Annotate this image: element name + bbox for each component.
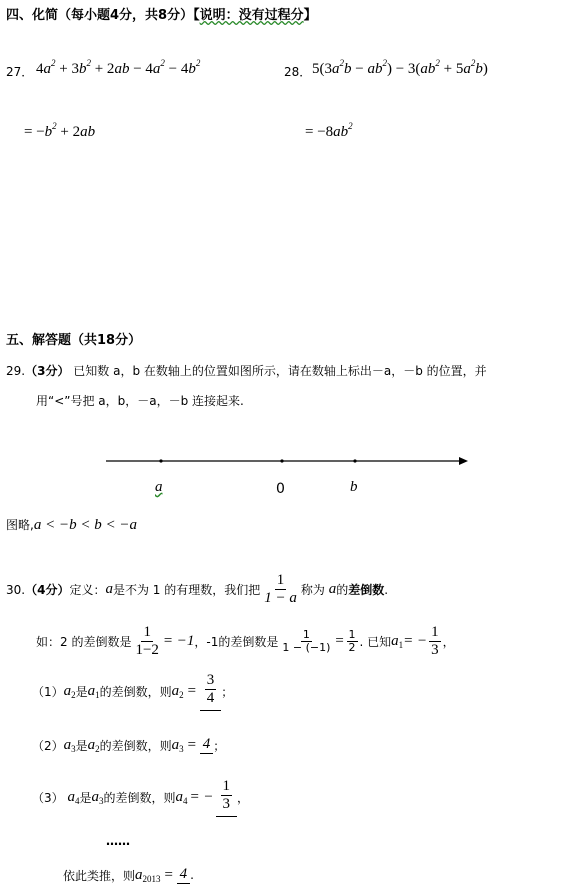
answer-blank-1: $\frac{3}{4}$ [200,672,222,711]
q29-line1: 29.（3分） 已知数 a，b 在数轴上的位置如图所示，请在数轴上标出－a，－b 的位置，并 [6,364,487,378]
ellipsis: …… [106,834,130,848]
number-line-label-a: a [155,479,163,495]
answer-blank-2: 4 [200,736,214,754]
q27-answer: = $-b^2 + 2ab$ [24,121,96,140]
point-b [353,459,356,462]
section4-note: 说明：没有过程分 [199,8,304,23]
point-a [159,459,162,462]
q30-part1: （1） $a_2$ 是 $a_1$ 的差倒数，则 $a_2$ = $\frac{3}{4}$ ； [32,672,233,711]
answer-blank-final: 4 [177,866,191,884]
q27-expression: $4a^2 + 3b^2 + 2ab - 4a^2 - 4b^2$ [36,58,201,77]
q30-part3: （3） $a_4$ 是 $a_3$ 的差倒数，则 $a_4$ = − $\frac{1}{3}$ ， [32,778,249,817]
answer-blank-3: $\frac{1}{3}$ [216,778,238,817]
q28-number: 28． [284,65,312,79]
q27-number: 27． [6,65,34,79]
definition-fraction: $\frac{1}{1 - a}$ [264,572,297,607]
q30-part2: （2） $a_3$ 是 $a_2$ 的差倒数，则 $a_3$ = 4 ； [32,736,226,754]
q28-expression: $5(3a^2b - ab^2) - 3(ab^2 + 5a^2b)$ [312,58,488,77]
section5-title: 五、解答题（共18分） [6,333,142,348]
number-line-arrow [459,457,468,465]
q29-line2: 用“<”号把 a，b，－a，－b 连接起来. [36,394,244,408]
q30-definition: 30. （4分） 定义： a 是不为 1 的有理数，我们把 $\frac{1}{1 - a}$ 称为 a 的 差倒数 . [6,572,389,607]
section4-title: 四、化简（每小题4分，共8分）【说明：没有过程分】 [6,8,317,23]
point-0 [280,459,283,462]
number-line-label-b: b [350,479,358,495]
number-line [0,450,568,474]
number-line-label-0: 0 [276,481,285,497]
q28-answer: = $-8ab^2$ [305,121,353,140]
term-chadaoshu: 差倒数 [348,583,385,598]
q30-final: 依此类推，则 $a_{2013}$ = 4 . [63,866,194,884]
q29-answer: 图略,a < −b < b < −a [6,517,137,533]
q30-example: 如：2 的差倒数是 $\frac{1}{1-2}$ = −1 ，-1的差倒数是 $\frac{1}{1 - (-1)}$ = $\frac{1}{2}$ . 已知 $a_1$ = − $\frac{1}{3}$ ， [36,624,455,659]
